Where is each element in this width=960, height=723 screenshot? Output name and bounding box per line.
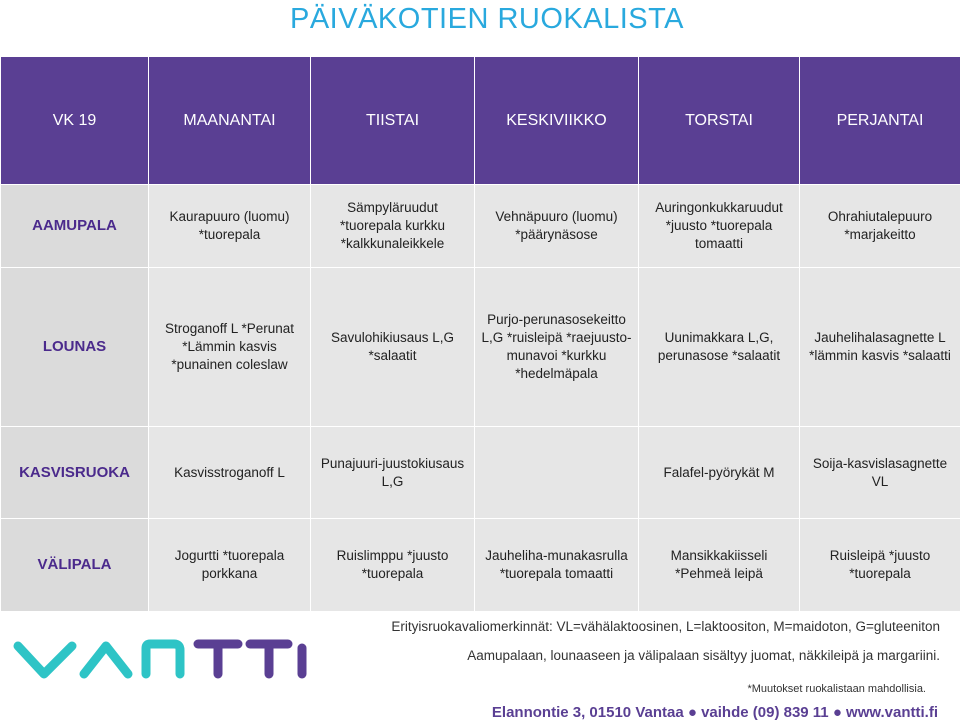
menu-cell: Purjo-perunasosekeitto L,G *ruisleipä *raejuusto-munavoi *kurkku *hedelmäpala bbox=[475, 268, 639, 427]
week-number: VK 19 bbox=[1, 57, 149, 185]
diet-legend: Erityisruokavaliomerkinnät: VL=vähälaktoosinen, L=laktoositon, M=maidoton, G=gluteeniton bbox=[391, 619, 940, 634]
row-label-lunch: LOUNAS bbox=[1, 268, 149, 427]
menu-cell: Savulohikiusaus L,G *salaatit bbox=[311, 268, 475, 427]
table-row bbox=[1, 519, 960, 612]
table-row bbox=[1, 427, 960, 519]
day-friday: PERJANTAI bbox=[800, 57, 960, 185]
menu-cell: Kasvisstroganoff L bbox=[149, 427, 311, 519]
vantti-logo-icon bbox=[10, 628, 310, 688]
day-monday: MAANANTAI bbox=[149, 57, 311, 185]
page-title: PÄIVÄKOTIEN RUOKALISTA bbox=[290, 3, 685, 35]
changes-note: *Muutokset ruokalistaan mahdollisia. bbox=[747, 683, 926, 695]
row-label-breakfast: AAMUPALA bbox=[1, 185, 149, 268]
day-tuesday: TIISTAI bbox=[311, 57, 475, 185]
menu-cell: Kaurapuuro (luomu) *tuorepala bbox=[149, 185, 311, 268]
menu-cell bbox=[475, 427, 639, 519]
menu-cell: Uunimakkara L,G, perunasose *salaatit bbox=[639, 268, 800, 427]
footer bbox=[0, 612, 960, 723]
menu-cell: Ruisleipä *juusto *tuorepala bbox=[800, 519, 960, 612]
menu-cell: Auringonkukkaruudut *juusto *tuorepala tomaatti bbox=[639, 185, 800, 268]
day-wednesday: KESKIVIIKKO bbox=[475, 57, 639, 185]
menu-cell: Jauhelihalasagnette L *lämmin kasvis *salaatti bbox=[800, 268, 960, 427]
contact-info: Elannontie 3, 01510 Vantaa ● vaihde (09) 839 11 ● www.vantti.fi bbox=[491, 704, 938, 721]
menu-cell: Soija-kasvislasagnette VL bbox=[800, 427, 960, 519]
menu-cell: Sämpyläruudut *tuorepala kurkku *kalkkunaleikkele bbox=[311, 185, 475, 268]
day-thursday: TORSTAI bbox=[639, 57, 800, 185]
menu-cell: Stroganoff L *Perunat *Lämmin kasvis *punainen coleslaw bbox=[149, 268, 311, 427]
menu-cell: Falafel-pyörykät M bbox=[639, 427, 800, 519]
menu-cell: Punajuuri-juustokiusaus L,G bbox=[311, 427, 475, 519]
menu-table bbox=[0, 56, 960, 612]
header-row bbox=[1, 57, 960, 185]
included-note: Aamupalaan, lounaaseen ja välipalaan sisältyy juomat, näkkileipä ja margariini. bbox=[467, 648, 940, 663]
menu-cell: Ohrahiutalepuuro *marjakeitto bbox=[800, 185, 960, 268]
table-row bbox=[1, 185, 960, 268]
menu-cell: Jogurtti *tuorepala porkkana bbox=[149, 519, 311, 612]
table-row bbox=[1, 268, 960, 427]
menu-cell: Ruislimppu *juusto *tuorepala bbox=[311, 519, 475, 612]
row-label-vegetarian: KASVISRUOKA bbox=[1, 427, 149, 519]
menu-cell: Jauheliha-munakasrulla *tuorepala tomaatti bbox=[475, 519, 639, 612]
menu-cell: Mansikkakiisseli *Pehmeä leipä bbox=[639, 519, 800, 612]
row-label-snack: VÄLIPALA bbox=[1, 519, 149, 612]
menu-cell: Vehnäpuuro (luomu) *päärynäsose bbox=[475, 185, 639, 268]
